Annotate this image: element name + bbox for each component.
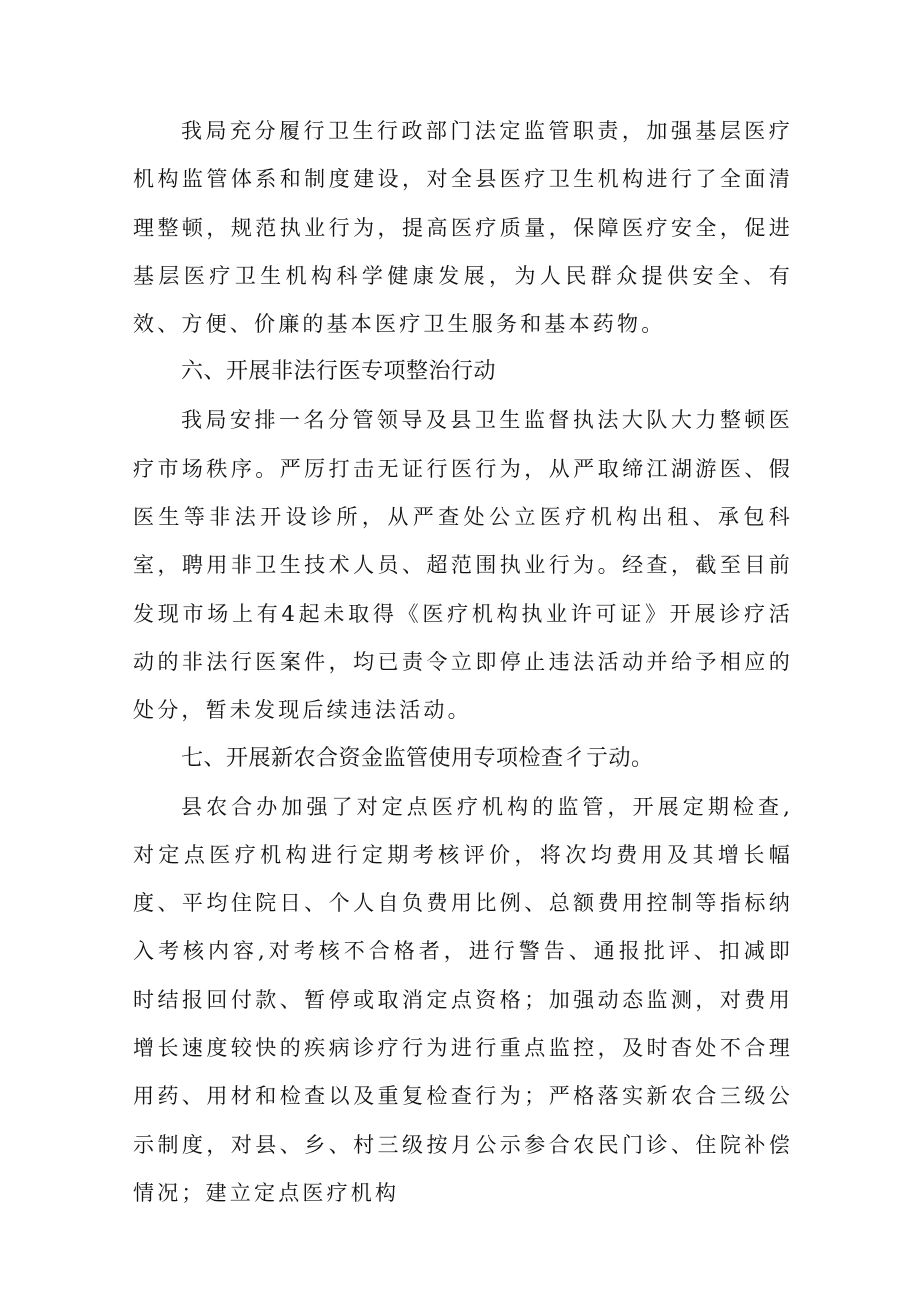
paragraph-ncms-fund-supervision: 县农合办加强了对定点医疗机构的监管，开展定期检查,对定点医疗机构进行定期考核评价，将次均费用及其增长幅度、平均住院日、个人自负费用比例、总额费用控制等指标纳入考核内容,对考核不合格者，进行警告、通报批评、扣减即时结报回付款、暂停或取消定点资格；加强动态监测，对费用增长速度较快的疾病诊疗行为进行重点监控，及时杳处不合理用药、用材和检查以及重复检查行为；严格落实新农合三级公示制度，对县、乡、村三级按月公示参合农民门诊、住院补偿情况；建立定点医疗机构: [133, 794, 793, 1205]
document-body: [133, 107, 793, 1217]
section-heading-six: 六、开展非法行医专项整治行动: [181, 359, 497, 385]
section-heading-seven: 七、开展新农合资金监管使用专项检查彳亍动。: [181, 745, 654, 771]
paragraph-illegal-practice: 我局安排一名分管领导及县卫生监督执法大队大力整顿医疗市场秩序。严厉打击无证行医行为，从严取缔江湖游医、假医生等非法开设诊所，从严查处公立医疗机构出租、承包科室，聘用非卫生技术人员、超范围执业行为。经查，截至目前发现市场上有4起未取得《医疗机构执业许可证》开展诊疗活动的非法行医案件，均已责令立即停止违法活动并给予相应的处分，暂未发现后续违法活动。: [133, 408, 793, 723]
paragraph-supervision-duties: 我局充分履行卫生行政部门法定监管职责，加强基层医疗机构监管体系和制度建设，对全县医疗卫生机构进行了全面清理整顿，规范执业行为，提高医疗质量，保障医疗安全，促进基层医疗卫生机构科学健康发展，为人民群众提供安全、有效、方便、价廉的基本医疗卫生服务和基本药物。: [133, 119, 793, 337]
